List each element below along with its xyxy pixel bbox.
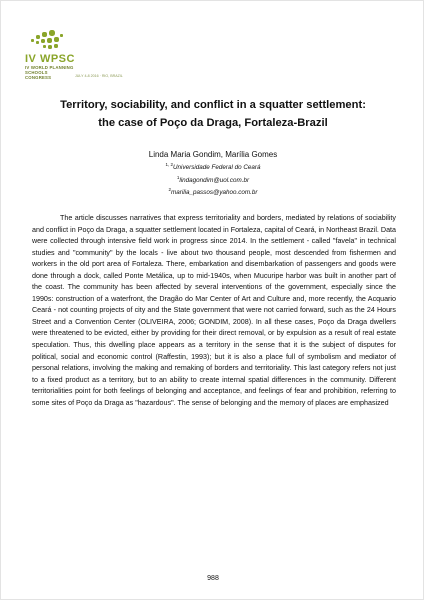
affiliation-2-marker: 1 bbox=[176, 174, 180, 180]
affiliation-1 bbox=[63, 160, 363, 173]
affiliation-email-1 bbox=[63, 173, 363, 186]
author-block bbox=[63, 149, 363, 198]
conference-logo bbox=[23, 25, 163, 81]
paper-title-line-2: the case of Poço da Draga, Fortaleza-Brazil bbox=[98, 117, 328, 129]
email-link-2[interactable]: marilia_passos@yahoo.com.br bbox=[170, 189, 258, 197]
abstract-paragraph: The article discusses narratives that express territoriality and borders, mediated by relations of sociability and conflict in Poço da Draga, a squatter settlement located in Fortaleza, capital of Ceará, in Northeast Brazil. Data were collected through intensive field work in progress since 2014. In the settlement - called "favela" in technical studies and "community" by the locals - live about two thousand people, most descended from fishermen and workers in the old port area of Fortaleza. There, embarkation and disembarkation of passengers and goods were done through a dock, called Ponte Metálica, up to mid-1940s, when Mucuripe harbor was built in another part of the coast. The community has been affected by several interventions of the government, especially since the 1990s: construction of a waterfront, the Dragão do Mar Center of Art and Culture and, more recently, the Acquario Ceará - not counting projects of city and the State government that were not carried forward, such as the 24 Hours Street and a Convention Center (OLIVEIRA, 2006; GONDIM, 2008). In all these cases, Poço da Draga dwellers were threatened to be evicted, either by providing for their direct removal, or by expulsion as a result of real estate speculation. Thus, this dwelling place appears as a territory in the sense that it is the subject of disputes for political, social and economic control (Raffestin, 1993); but it is also a place full of symbolism and mediator of personal relations, involving the making and remaking of borders and territoriality. This last category refers not just to a fixed product as a territory, but to an ability to create internal spatial differences in the community. Different territorialities point for both feelings of belonging and acceptance, and feelings of fear and prohibition, referring to some sites of Poço da Draga as "hazardous". The sense of belonging and the memory of places are emphasized bbox=[32, 214, 396, 407]
logo-tagline: JULY 4-8 2016 · RIO, BRAZIL bbox=[75, 74, 123, 78]
page-number: 988 bbox=[207, 575, 219, 582]
affiliation-3-marker: 2 bbox=[168, 187, 171, 193]
affiliation-email-2 bbox=[63, 185, 363, 198]
logo-title: IV WPSC bbox=[25, 53, 75, 65]
logo-subtitle: IV WORLD PLANNING SCHOOLS CONGRESS bbox=[25, 65, 74, 80]
paper-title-line-1: Territory, sociability, and conflict in a squatter settlement: bbox=[60, 99, 366, 111]
globe-logo-icon bbox=[27, 25, 67, 53]
affiliation-1-marker: 1, 2 bbox=[165, 162, 173, 167]
author-names: Linda Maria Gondim, Marília Gomes bbox=[148, 150, 278, 159]
paper-title bbox=[31, 96, 395, 132]
affiliation-1-text: Universidade Federal do Ceará bbox=[173, 164, 261, 172]
email-link-1[interactable]: lindagondim@uol.com.br bbox=[179, 176, 250, 184]
